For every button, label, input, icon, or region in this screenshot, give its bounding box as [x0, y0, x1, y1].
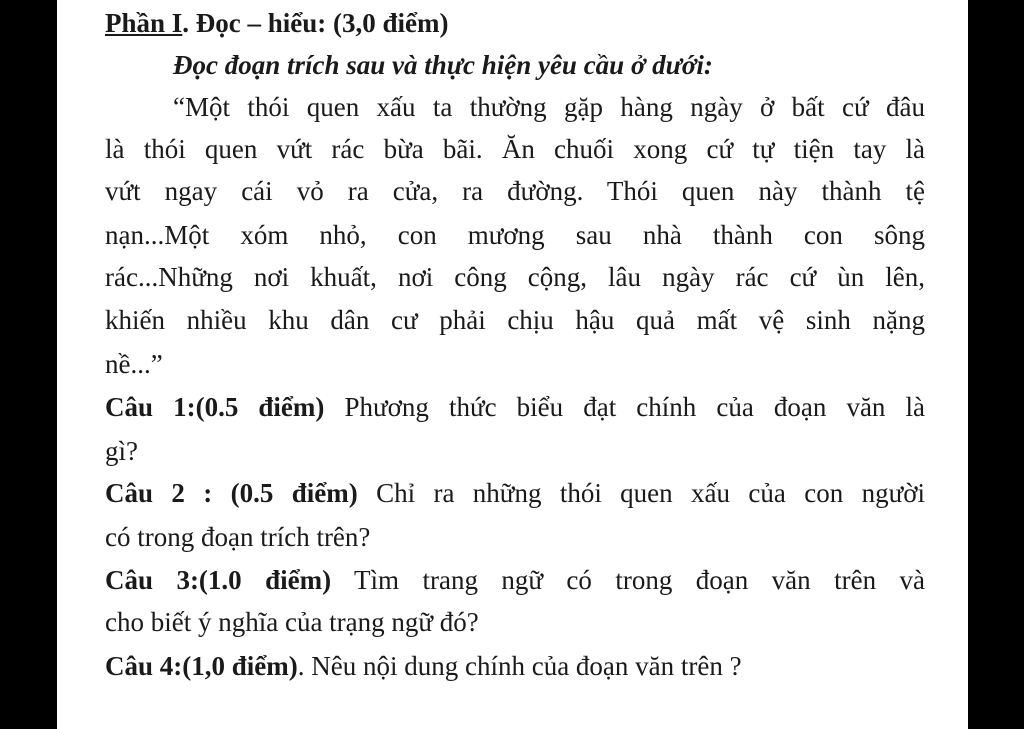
question-4-label: Câu 4:(1,0 điểm) — [105, 651, 298, 681]
question-2-text: Chỉ ra những thói quen xấu của con người — [357, 478, 925, 508]
passage-line: khiến nhiều khu dân cư phải chịu hậu quả mất vệ sinh nặng — [105, 305, 925, 335]
passage-line: vứt ngay cái vỏ ra cửa, ra đường. Thói quen này thành tệ — [105, 176, 925, 206]
instruction: Đọc đoạn trích sau và thực hiện yêu cầu ở dưới: — [173, 50, 713, 80]
document-page — [57, 0, 968, 729]
question-2-continued: có trong đoạn trích trên? — [105, 522, 371, 552]
question-4 — [105, 645, 925, 687]
question-1 — [105, 386, 925, 428]
question-3-text: Tìm trang ngữ có trong đoạn văn trên và — [331, 565, 925, 595]
section-title-prefix: Phần I — [105, 8, 183, 38]
question-4-text: . Nêu nội dung chính của đoạn văn trên ? — [297, 651, 742, 681]
question-2 — [105, 472, 925, 514]
passage-line: nạn...Một xóm nhỏ, con mương sau nhà thành con sông — [105, 220, 925, 250]
section-title-rest: . Đọc – hiểu: (3,0 điểm) — [182, 8, 449, 38]
passage-line: là thói quen vứt rác bừa bãi. Ăn chuối xong cứ tự tiện tay là — [105, 134, 925, 164]
passage-line: nề...” — [105, 349, 163, 379]
question-1-label: Câu 1:(0.5 điểm) — [105, 392, 325, 422]
question-3-continued: cho biết ý nghĩa của trạng ngữ đó? — [105, 607, 479, 637]
question-1-continued: gì? — [105, 436, 138, 466]
question-3 — [105, 559, 925, 601]
question-3-label: Câu 3:(1.0 điểm) — [105, 565, 332, 595]
passage-line: rác...Những nơi khuất, nơi công cộng, lâu ngày rác cứ ùn lên, — [105, 262, 925, 292]
question-2-label: Câu 2 : (0.5 điểm) — [105, 478, 358, 508]
section-title — [105, 2, 925, 44]
passage-line: “Một thói quen xấu ta thường gặp hàng ngày ở bất cứ đâu — [173, 92, 925, 122]
question-1-text: Phương thức biểu đạt chính của đoạn văn là — [324, 392, 925, 422]
